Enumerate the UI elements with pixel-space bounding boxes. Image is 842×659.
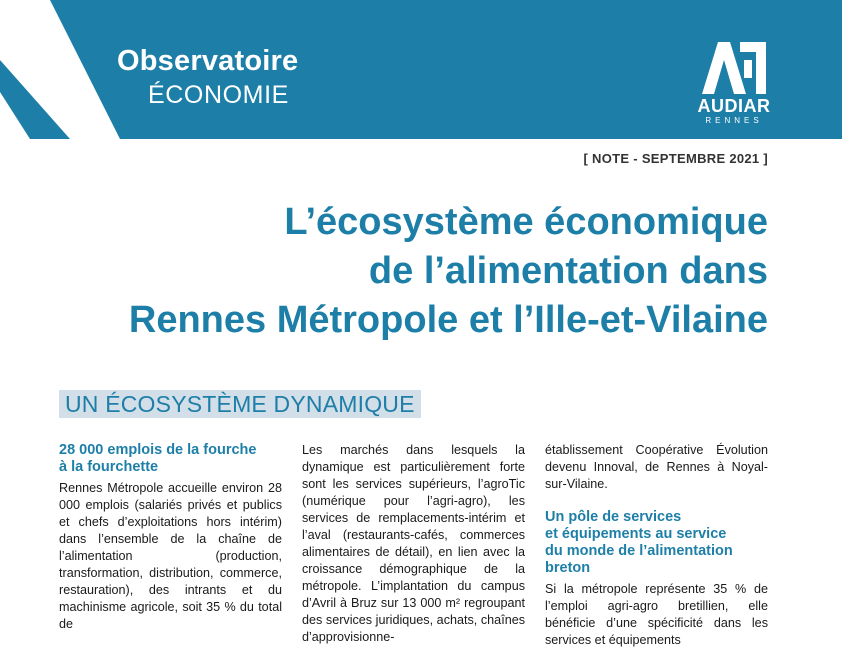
audiar-logo-text: AUDIAR	[697, 96, 771, 116]
column-1-heading	[59, 442, 282, 476]
column-3-paragraph-2: Si la métropole représente 35 % de l’emploi agri-agro bretillien, elle bénéficie d’une spécificité dans les services et équipements	[545, 582, 768, 647]
column-2	[302, 442, 525, 656]
column-3-heading-line-4: breton	[545, 560, 591, 576]
observatoire-title: Observatoire	[117, 45, 299, 77]
column-1-heading-line-2: à la fourchette	[59, 459, 159, 475]
column-3	[545, 442, 768, 659]
column-1-heading-line-1: 28 000 emplois de la fourche	[59, 442, 257, 458]
title-line-3: Rennes Métropole et l’Ille-et-Vilaine	[128, 299, 768, 341]
column-3-heading	[545, 509, 768, 577]
document-title	[48, 198, 768, 345]
title-line-1: L’écosystème économique	[284, 201, 768, 243]
column-3-heading-line-3: du monde de l’alimentation	[545, 543, 733, 559]
observatoire-subtitle: ÉCONOMIE	[148, 81, 289, 109]
title-line-2: de l’alimentation dans	[368, 250, 768, 292]
column-2-paragraph: Les marchés dans lesquels la dynamique est particulièrement forte sont les services supérieurs, l’agroTic (numérique pour l’agri-agro), les services de remplacements-intérim et l’aval (restaurants-cafés, commerces alimentaires de détail), en lien avec la croissance démographique de la métropole. L’implantation du campus d’Avril à Bruz sur 13 000 m² regroupant des services juridiques, achats, chaînes d’approvisionne-	[302, 443, 525, 644]
header-banner	[0, 0, 842, 139]
audiar-logo-city: RENNES	[705, 116, 763, 125]
note-date-label: [ NOTE - SEPTEMBRE 2021 ]	[583, 151, 768, 166]
column-1-paragraph: Rennes Métropole accueille environ 28 000 emplois (salariés privés et publics et chefs d’exploitations hors intérim) dans l’ensemble de la chaîne de l’alimentation (production, transformation, distribution, commerce, restauration), des intrants et du machinisme agricole, soit 35 % du total de	[59, 481, 282, 631]
column-3-paragraph-1: établissement Coopérative Évolution devenu Innoval, de Rennes à Noyal-sur-Vilaine.	[545, 443, 768, 491]
column-1	[59, 442, 282, 643]
column-3-heading-line-2: et équipements au service	[545, 526, 727, 542]
audiar-logo-icon	[700, 38, 768, 96]
section-heading: UN ÉCOSYSTÈME DYNAMIQUE	[59, 390, 421, 418]
column-3-heading-line-1: Un pôle de services	[545, 509, 682, 525]
